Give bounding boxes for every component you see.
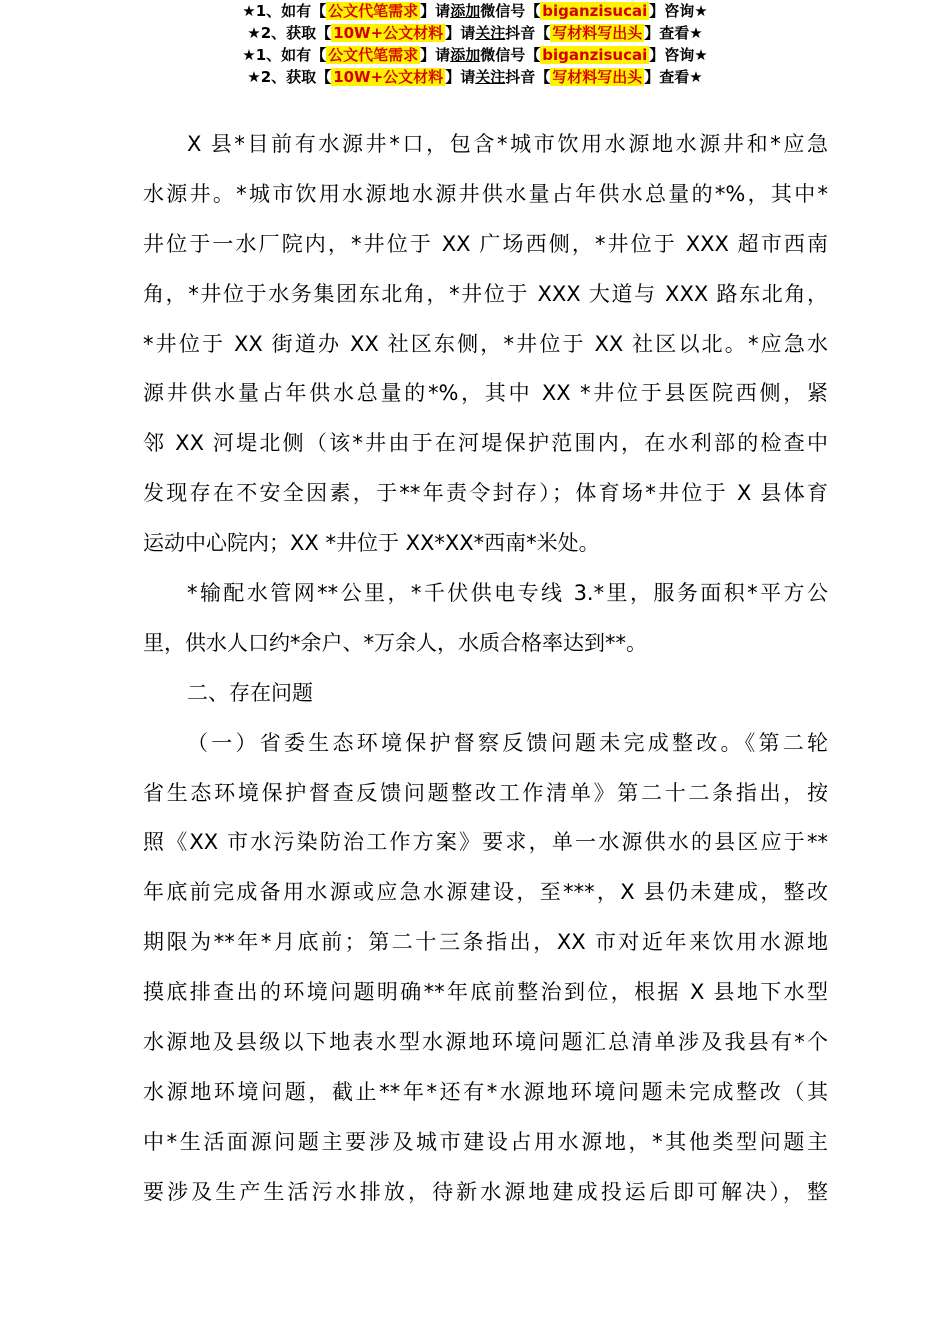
underlined-text: 关注 [475,68,506,86]
promo-text: 】请 [445,68,476,86]
body-line: 年底前完成备用水源或应急水源建设，至***，X 县仍未建成，整改 [143,880,828,905]
body-line: 中*生活面源问题主要涉及城市建设占用水源地，*其他类型问题主 [143,1129,828,1154]
body-line: （一）省委生态环境保护督察反馈问题未完成整改。《第二轮 [187,730,828,755]
body-line: 运动中心院内；XX *井位于 XX*XX*西南*米处。 [143,531,600,556]
promo-text: 】查看★ [644,68,703,86]
body-line: 照《XX 市水污染防治工作方案》要求，单一水源供水的县区应于** [143,830,828,855]
body-line: 摸底排查出的环境问题明确**年底前整治到位，根据 X 县地下水型 [143,980,828,1005]
promo-text: 】请 [420,2,451,20]
highlight-douyin: 写材料写出头 [552,24,643,42]
body-line: *井位于 XX 街道办 XX 社区东侧，*井位于 XX 社区以北。*应急水 [143,331,828,356]
body-line: 水源地环境问题，截止**年*还有*水源地环境问题未完成整改（其 [143,1079,828,1104]
highlight-service: 公文代笔需求 [328,2,419,20]
body-line: 源井供水量占年供水总量的*%，其中 XX *井位于县医院西侧，紧 [143,381,828,406]
promo-line-2 [0,66,950,88]
section-heading: 二、存在问题 [187,680,313,705]
underlined-text: 添加 [450,2,481,20]
promo-text: 微信号【 [480,2,541,20]
body-line: 省生态环境保护督查反馈问题整改工作清单》第二十二条指出，按 [143,780,828,805]
highlight-materials: 10W+公文材料 [333,24,444,42]
promo-text: 】咨询★ [649,46,708,64]
promo-text: 抖音【 [505,68,551,86]
promo-line-1 [0,44,950,66]
body-line: *输配水管网**公里，*千伏供电专线 3.*里，服务面积*平方公 [187,581,828,606]
promo-text: 】请 [420,46,451,64]
highlight-service: 公文代笔需求 [328,46,419,64]
promo-text: 微信号【 [480,46,541,64]
body-line: 要涉及生产生活污水排放，待新水源地建成投运后即可解决），整 [143,1179,828,1204]
promo-text: ★1、如有【 [242,2,327,20]
promo-text: 】咨询★ [649,2,708,20]
promo-text: ★1、如有【 [242,46,327,64]
highlight-materials: 10W+公文材料 [333,68,444,86]
highlight-douyin: 写材料写出头 [552,68,643,86]
document-body [143,120,828,1218]
promo-banner-bottom [0,44,950,88]
underlined-text: 添加 [450,46,481,64]
body-line: 井位于一水厂院内，*井位于 XX 广场西侧，*井位于 XXX 超市西南 [143,231,828,256]
promo-line-1 [0,0,950,22]
body-line: 期限为**年*月底前；第二十三条指出，XX 市对近年来饮用水源地 [143,930,828,955]
promo-text: 抖音【 [505,24,551,42]
highlight-wechat-id: biganzisucai [542,2,648,20]
promo-text: 】请 [445,24,476,42]
promo-banner-top [0,0,950,44]
body-line: 里，供水人口约*余户、*万余人，水质合格率达到**。 [143,630,647,655]
body-line: 发现存在不安全因素，于**年责令封存）；体育场*井位于 X 县体育 [143,481,828,506]
body-line: 角，*井位于水务集团东北角，*井位于 XXX 大道与 XXX 路东北角， [143,281,828,306]
promo-text: 】查看★ [644,24,703,42]
promo-line-2 [0,22,950,44]
body-line: X 县*目前有水源井*口，包含*城市饮用水源地水源井和*应急 [187,132,828,156]
body-line: 水源井。*城市饮用水源地水源井供水量占年供水总量的*%，其中* [143,181,828,206]
body-line: 水源地及县级以下地表水型水源地环境问题汇总清单涉及我县有*个 [143,1030,828,1055]
promo-text: ★2、获取【 [247,68,332,86]
underlined-text: 关注 [475,24,506,42]
promo-text: ★2、获取【 [247,24,332,42]
body-line: 邻 XX 河堤北侧（该*井由于在河堤保护范围内，在水利部的检查中 [143,431,828,456]
highlight-wechat-id: biganzisucai [542,46,648,64]
